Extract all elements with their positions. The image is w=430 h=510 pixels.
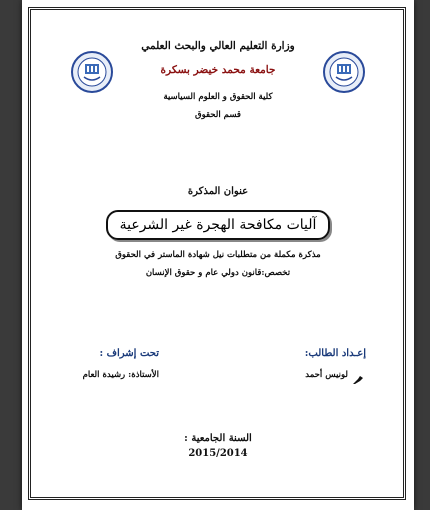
university-name: جامعة محمد خيضر بسكرة <box>160 64 276 76</box>
thesis-title-box <box>106 210 330 240</box>
student-name: لونيس أحمد <box>305 370 348 380</box>
academic-year-label: السنة الجامعية : <box>184 433 252 444</box>
title-label: عنوان المذكرة <box>187 186 249 197</box>
faculty-name: كلية الحقوق و العلوم السياسية <box>163 92 273 102</box>
thesis-purpose: مذكرة مكملة من متطلبات نيل شهادة الماستر في الحقوق <box>115 250 321 260</box>
thesis-specialty: تخصص:قانون دولي عام و حقوق الإنسان <box>145 268 291 278</box>
pen-hand-icon <box>352 370 364 389</box>
student-label: إعـداد الطالب: <box>304 348 366 359</box>
department-name: قسم الحقوق <box>195 110 241 120</box>
academic-year-value: 2015/2014 <box>188 448 248 459</box>
supervisor-name: الأستاذة: رشيدة العام <box>82 370 159 380</box>
thesis-title: آليات مكافحة الهجرة غير الشرعية <box>119 217 317 233</box>
document-page <box>22 0 414 510</box>
ministry-name: وزارة التعليم العالي والبحث العلمي <box>141 40 295 52</box>
supervisor-label: تحت إشراف : <box>99 348 159 359</box>
